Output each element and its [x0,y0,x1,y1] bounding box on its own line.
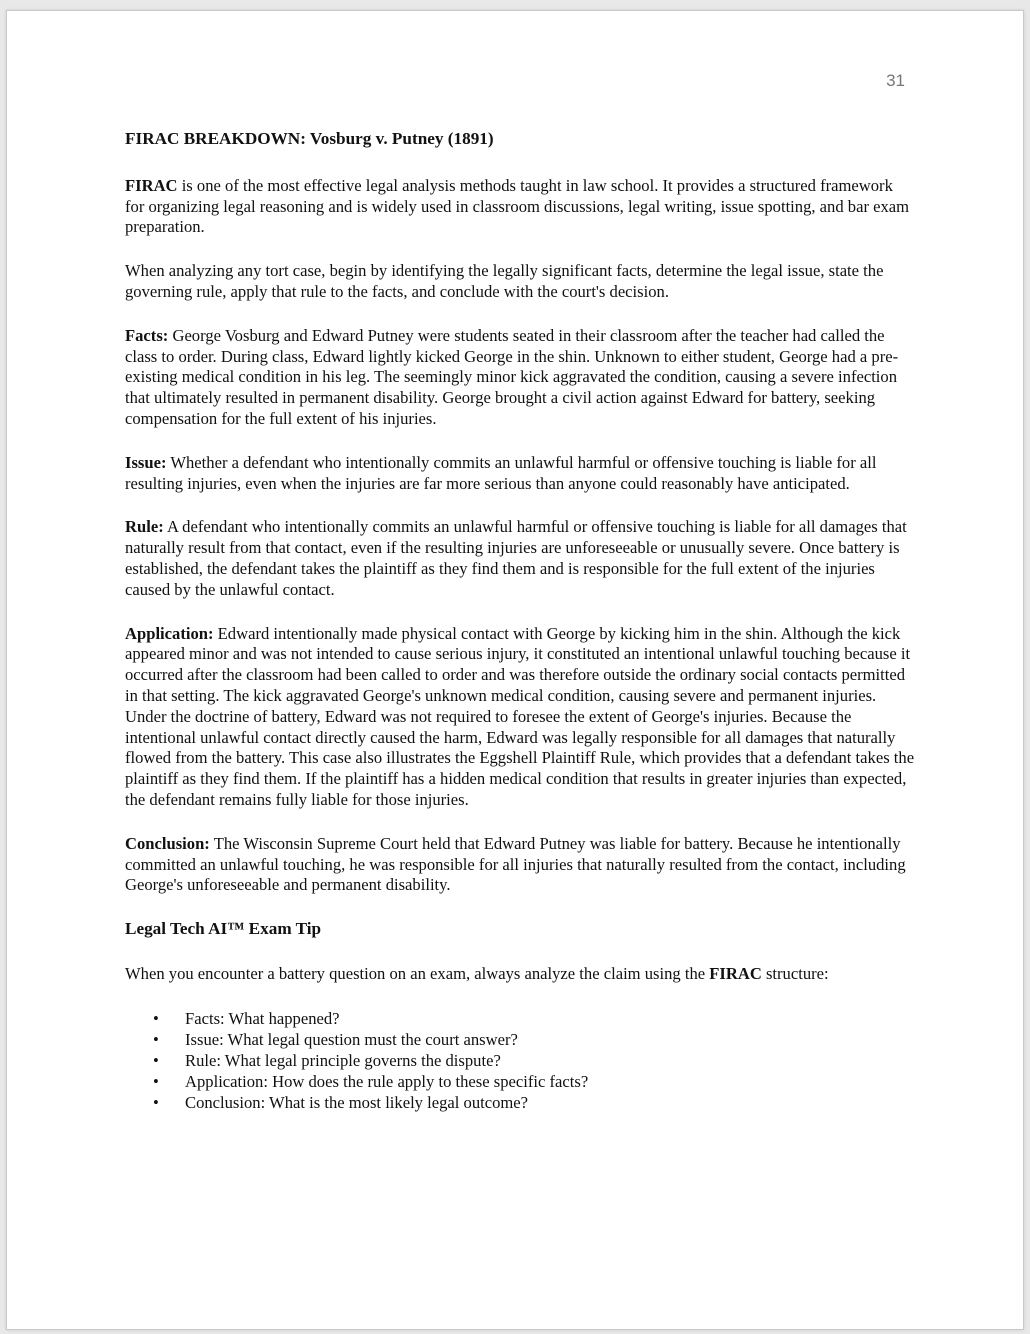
conclusion-label: Conclusion: [125,833,210,853]
application-label: Application: [125,623,214,643]
issue-text: Whether a defendant who intentionally commits an unlawful harmful or offensive touching is liable for all resulting injuries, even when the injuries are far more serious than anyone could reasonably have anticipated. [125,452,877,493]
rule-text: A defendant who intentionally commits an unlawful harmful or offensive touching is liable for all damages that naturally result from that contact, even if the resulting injuries are unforeseeable or unusually severe. Once battery is established, the defendant takes the plaintiff as they find them and is responsible for the full extent of the injuries caused by the unlawful contact. [125,517,907,599]
list-item [125,1071,915,1092]
bullet-icon: • [153,1050,159,1070]
bullet-icon: • [153,1071,159,1091]
list-item [125,1008,915,1029]
document-page [6,10,1024,1330]
facts-text: George Vosburg and Edward Putney were students seated in their classroom after the teacher had called the class to order. During class, Edward lightly kicked George in the shin. Unknown to either student, George had a pre-existing medical condition in his leg. The seemingly minor kick aggravated the condition, causing a severe infection that ultimately resulted in permanent disability. George brought a civil action against Edward for battery, seeking compensation for the full extent of his injuries. [125,325,899,428]
list-item-text: Application: How does the rule apply to these specific facts? [185,1071,589,1091]
rule-paragraph [125,517,915,600]
application-paragraph [125,624,915,811]
intro-text: is one of the most effective legal analysis methods taught in law school. It provides a structured framework for organizing legal reasoning and is widely used in classroom discussions, legal writing, issue spotting, and bar exam preparation. [125,175,910,237]
exam-tip-lead-after: structure: [761,963,829,983]
issue-paragraph [125,453,915,495]
list-item-text: Facts: What happened? [185,1008,340,1028]
exam-tip-lead-before: When you encounter a battery question on an exam, always analyze the claim using the [125,963,710,983]
exam-tip-heading: Legal Tech AI™ Exam Tip [125,919,322,939]
document-title: FIRAC BREAKDOWN: Vosburg v. Putney (1891) [125,129,494,148]
exam-tip-lead [125,964,915,985]
page-content [125,129,915,1113]
list-item-text: Conclusion: What is the most likely legal outcome? [185,1092,529,1112]
application-text: Edward intentionally made physical contact with George by kicking him in the shin. Although the kick appeared minor and was not intended to cause serious injury, it constituted an intentional unlawful touching because it occurred after the classroom had been called to order and was therefore outside the ordinary social contacts permitted in that setting. The kick aggravated George's unknown medical condition, causing severe and permanent injuries. Under the doctrine of battery, Edward was not required to foresee the extent of George's injuries. Because the intentional unlawful contact directly caused the harm, Edward was legally responsible for all damages that naturally flowed from the battery. This case also illustrates the Eggshell Plaintiff Rule, which provides that a defendant takes the plaintiff as they find them. If the plaintiff has a hidden medical condition that results in greater injuries than expected, the defendant remains fully liable for those injuries. [125,623,915,809]
firac-checklist [125,1008,915,1113]
rule-label: Rule: [125,517,164,537]
issue-label: Issue: [125,452,167,472]
page-number: 31 [886,71,905,90]
bullet-icon: • [153,1092,159,1112]
facts-label: Facts: [125,325,169,345]
list-item-text: Rule: What legal principle governs the dispute? [185,1050,501,1070]
intro-paragraph [125,176,915,238]
bullet-icon: • [153,1008,159,1028]
list-item-text: Issue: What legal question must the court answer? [185,1029,518,1049]
intro-term: FIRAC [125,175,178,195]
facts-paragraph [125,326,915,430]
bullet-icon: • [153,1029,159,1049]
approach-paragraph: When analyzing any tort case, begin by identifying the legally significant facts, determine the legal issue, state the governing rule, apply that rule to the facts, and conclude with the court's decision. [125,261,884,301]
list-item [125,1050,915,1071]
list-item [125,1029,915,1050]
list-item [125,1092,915,1113]
exam-tip-lead-term: FIRAC [709,963,762,983]
conclusion-paragraph [125,834,915,896]
conclusion-text: The Wisconsin Supreme Court held that Edward Putney was liable for battery. Because he intentionally committed an unlawful touching, he was responsible for all injuries that naturally resulted from the contact, including George's unforeseeable and permanent disability. [125,833,906,895]
